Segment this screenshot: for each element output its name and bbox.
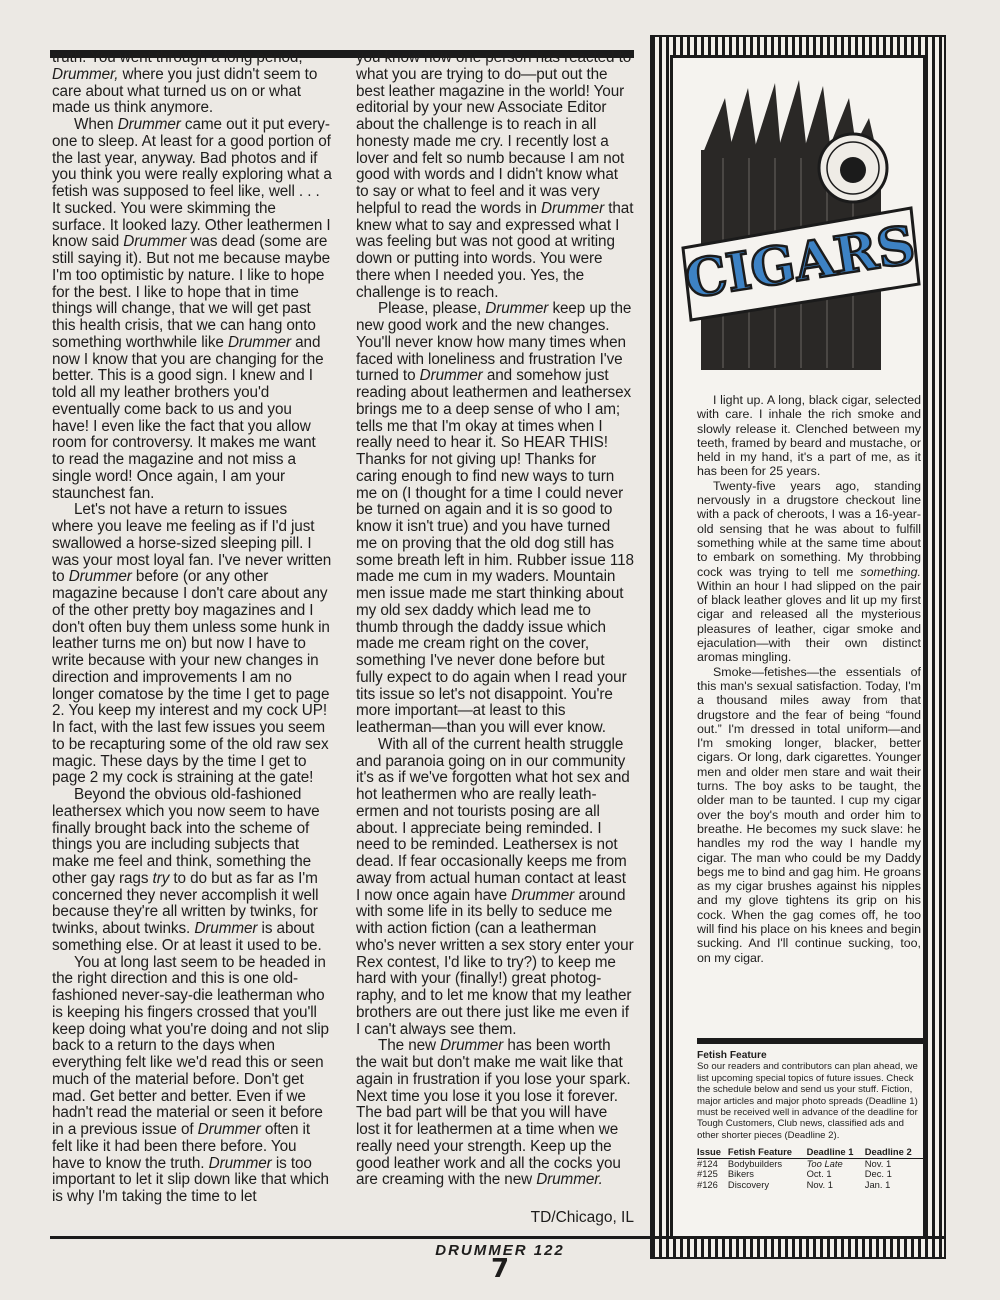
paragraph-run: and now I know that you are changing for the better. This is a good sign. I knew and I told all my leather brothers you'd eventually come back to us and you have! I even like the fact that you allow room for controversy. It makes me want to read the magazine and not miss a single word! Once again, I am your staunchest fan. (52, 333, 324, 502)
cigars-illustration (673, 58, 929, 398)
paragraph-run: Drummer (227, 333, 291, 351)
paragraph-run: to do but as far as I'm concerned they never accomplish it well because they're all written by twinks, for twinks, about twinks. (52, 869, 319, 937)
paragraph-run: has been worth the wait but don't make me wait like that again in frustration if you lose your spark. Next time you lose it you lose it forever. The bad part will be that you will have lost it for leathermen at a time when we really need your strength. Keep up the good leather work and all the cocks you are creaming with the new (356, 1037, 631, 1189)
cigars-banner-text: CIGARS (681, 214, 920, 311)
cigars-sidebar (650, 35, 946, 1259)
paragraph-run: Drummer (541, 199, 605, 217)
paragraph-run: Drummer. (536, 1171, 603, 1189)
paragraph-run: you know how one person has reacted to what you are trying to do—put out the best leather magazine in the world! Your editorial by your new Associate Editor about the challenge is to reach in all honesty made me cry. I recently lost a lover and felt so numb because I am not good with words and I didn't know what to say or what to feel and it was very helpful to read the words in (356, 49, 632, 217)
paragraph-run: often it felt like it had been there before. You have to know the truth. (52, 1121, 310, 1172)
table-cell: Bikers (727, 1168, 754, 1180)
paragraph-run: is too important to let it slip down like that which is why I'm taking the time to let (52, 1154, 329, 1205)
letter-column-1 (52, 50, 332, 1206)
sidebar-inner (670, 55, 926, 1239)
paragraph-run: Drummer (117, 116, 181, 133)
paragraph-run: Let's not have a return to issues where you leave me feeling as if I'd just swallowed a horse-sized sleeping pill. I was your most loyal fan. I've never written to (52, 501, 332, 586)
paragraph-run: that knew what to say and expressed what I was feeling but was not good at writing down or putting into words. You were there when I needed you. Yes, the challenge is to reach. (356, 199, 634, 301)
paragraph-run: Twenty-five years ago, standing nervously in a drugstore checkout line with a pack of cheroots, I was a 16-year-old sensing that he was about to fulfill something while at the same time about to embark on something. My throbbing cock was trying to tell me (697, 478, 921, 579)
table-cell: Discovery (727, 1178, 770, 1190)
paragraph-run: You at long last seem to be headed in the right direction and this is one old-fashioned never-say-die leatherman who is keeping his fingers crossed that you'll keep doing what you're doing and not slip back to a return to the days when everything felt like we'd read this or seen much of the material before. Don't get mad. Get better and better. Even if we hadn't read the material or seen it before in a previous issue of (52, 953, 329, 1138)
cigar-story (697, 393, 921, 965)
letter-paragraph (52, 50, 332, 117)
table-cell: Bodybuilders (727, 1157, 783, 1169)
page-number: 7 (490, 1254, 510, 1284)
story-paragraph (697, 665, 921, 965)
letter-column-2 (356, 50, 634, 1189)
paragraph-run: When (74, 116, 118, 133)
paragraph-run: With all of the current health struggle and paranoia going on in our community it's as if we've forgotten what hot sex and hot leathermen who are really leathermen and not tourists posing are all about. I appreciate being reminded. I need to be reminded. Leathersex is not dead. If fear occasionally keeps me from away from actual human contact at least I now once again have (356, 735, 630, 904)
table-cell: Nov. 1 (806, 1178, 833, 1190)
fetish-feature-box (697, 1038, 923, 1190)
table-header: Deadline 2 (865, 1147, 923, 1158)
footer-rule (50, 1236, 945, 1239)
paragraph-run: before (or any other magazine because I don't care about any of the other pretty boy magazines and I don't often buy them unless some hunk in leather turns me on) but now I have to write because with your new changes in direction and improvements I am no longer comatose by the time I get to page 2. You keep my interest and my cock UP! In fact, with the last few issues you seem to be recapturing some of the old raw sex magic. These days by the time I get to page 2 my cock is straining at the gate! (52, 568, 330, 787)
paragraph-run: keep up the new good work and the new changes. You'll never know how many times when faced with loneliness and frustration I've turned to (356, 300, 632, 385)
paragraph-run: Drummer (419, 367, 483, 385)
table-cell: #126 (697, 1178, 718, 1190)
letter-paragraph (356, 50, 634, 301)
table-row (697, 1180, 923, 1191)
letter-paragraph (52, 502, 332, 787)
letter-paragraph (52, 117, 332, 502)
table-header: Deadline 1 (807, 1147, 865, 1158)
paragraph-run: around with some life in its belly to seduce me with action fiction (can a leatherman who's never written a sex story enter your Rex contest, I'd like to try?) to keep me hard with your (finally!) great photography, and to let me know that my leather brothers are out there just like me even if I can't always see them. (356, 886, 634, 1038)
paragraph-run: I light up. A long, black cigar, selected with care. I inhale the rich smoke and slowly release it. Clenched between my teeth, framed by beard and mustache, or held in my hand, it's a part of me, as it has been for 25 years. (697, 393, 921, 479)
paragraph-run: Drummer (123, 233, 187, 251)
paragraph-run: Drummer (208, 1154, 272, 1172)
letter-paragraph (52, 787, 332, 955)
table-cell: #125 (697, 1168, 718, 1180)
table-cell: Nov. 1 (864, 1157, 892, 1169)
table-cell: Oct. 1 (806, 1168, 832, 1180)
paragraph-run: Drummer (511, 886, 575, 904)
paragraph-run: Smoke—fetishes—the essentials of this man's sexual satisfaction. Today, I'm a thousand miles away from that drugstore and the fear of being “found out.” I'm dressed in total uniform—and I'm smoking longer, blacker, better cigars. Or long, dark cigarettes. Younger men and older men stare and wait their turns. The boy asks to be taught, the older man to be taunted. I cup my cigar over the boy's mouth and order him to breathe. He becomes my suck slave: he handles my rod the way I handle my cigar. The man who could be my Daddy begs me to bind and gag him. He groans as my cigar brushes against his nipples and my glove tightens its grip on his cock. When the gag comes off, he too will find his place on his knees and begin sucking. And I'll continue sucking, too, on my cigar. (697, 664, 921, 965)
paragraph-run: something. (860, 564, 921, 579)
paragraph-run: Drummer (440, 1037, 504, 1055)
paragraph-run: came out it put everyone to sleep. At least for a good portion of the last year, anyway. Bad photos and if you think you were really exploring what a fetish was supposed to feel like, well . . . It sucked. You were skimming the surface. It looked lazy. Other leathermen I know said (52, 116, 332, 251)
table-cell: Dec. 1 (864, 1168, 892, 1180)
paragraph-run: Beyond the obvious old-fashioned leathersex which you now seem to have finally brought back into the scheme of things you are including subjects that make me feel and think, something the other gay rags (52, 786, 320, 887)
letter-signature: TD/Chicago, IL (530, 1209, 634, 1226)
table-header: Fetish Feature (728, 1147, 807, 1158)
paragraph-run: truth. You went through a long period, (52, 49, 303, 66)
letter-paragraph (356, 301, 634, 737)
story-paragraph (697, 393, 921, 479)
table-cell: Jan. 1 (864, 1178, 891, 1190)
letter-paragraph (52, 955, 332, 1206)
paragraph-run: and somehow just reading about leathermen and leathersex brings me to a deep sense of who I am; tells me that I'm okay at times when I really need to hear it. So HEAR THIS! Thanks for not giving up! Thanks for caring enough to find new ways to turn me on (I thought for a time I could never be turned on again and it is so good to know it isn't true) and you have turned me on proving that the old dog still has some breath left in him. Rubber issue 118 made me cum in my waders. Mountain men issue made me start thinking about my old sex daddy which lead me to thumb through the daddy issue which made me cream right on the cover, something I've never done before but fully expect to do again when I read your tits issue so let's not disappoint. You're more important—at least to this leatherman—than you will ever know. (356, 367, 634, 736)
paragraph-run: was dead (some are still saying it). But not me because maybe I'm too optimistic by nature. I like to hope for the best. I like to hope that in time things will change, that we will get past this health crisis, that we can hang onto something worthwhile like (52, 233, 331, 351)
table-cell: Too Late (806, 1157, 843, 1169)
fetish-feature-text: So our readers and contributors can plan ahead, we list upcoming special topics of future issues. Check the schedule below and send us your stuff. Fiction, major articles and major photo spreads (Deadline 1) must be received well in advance of the deadline for Tough Customers, Club news, classified ads and other shorter pieces (Deadline 2). (697, 1061, 918, 1141)
letter-paragraph (356, 737, 634, 1039)
paragraph-run: where you just didn't seem to care about what turned us on or what made us think anymore. (52, 65, 318, 117)
table-header: Issue (697, 1147, 728, 1158)
paragraph-run: Drummer (485, 300, 549, 318)
paragraph-run: The new (378, 1037, 441, 1055)
table-cell: #124 (697, 1157, 718, 1169)
story-paragraph (697, 479, 921, 665)
paragraph-run: is about something else. Or at least it used to be. (52, 920, 322, 954)
paragraph-run: Drummer (68, 568, 132, 586)
paragraph-run: Within an hour I had slipped on the pair of black leather gloves and lit up my first cigar and released all the mysterious pleasures of leather, cigar smoke and ejaculation—with their own distinct aromas mingling. (697, 578, 921, 665)
paragraph-run: try (152, 869, 170, 887)
fetish-feature-title: Fetish Feature (697, 1050, 767, 1061)
letter-paragraph (356, 1038, 634, 1189)
fetish-feature-table (697, 1147, 923, 1190)
magazine-issue: DRUMMER 122 (435, 1242, 565, 1259)
paragraph-run: Drummer (194, 920, 258, 937)
paragraph-run: Drummer (197, 1121, 261, 1138)
paragraph-run: Drummer, (52, 65, 119, 83)
feature-rule (697, 1038, 923, 1044)
paragraph-run: Please, please, (378, 300, 486, 318)
